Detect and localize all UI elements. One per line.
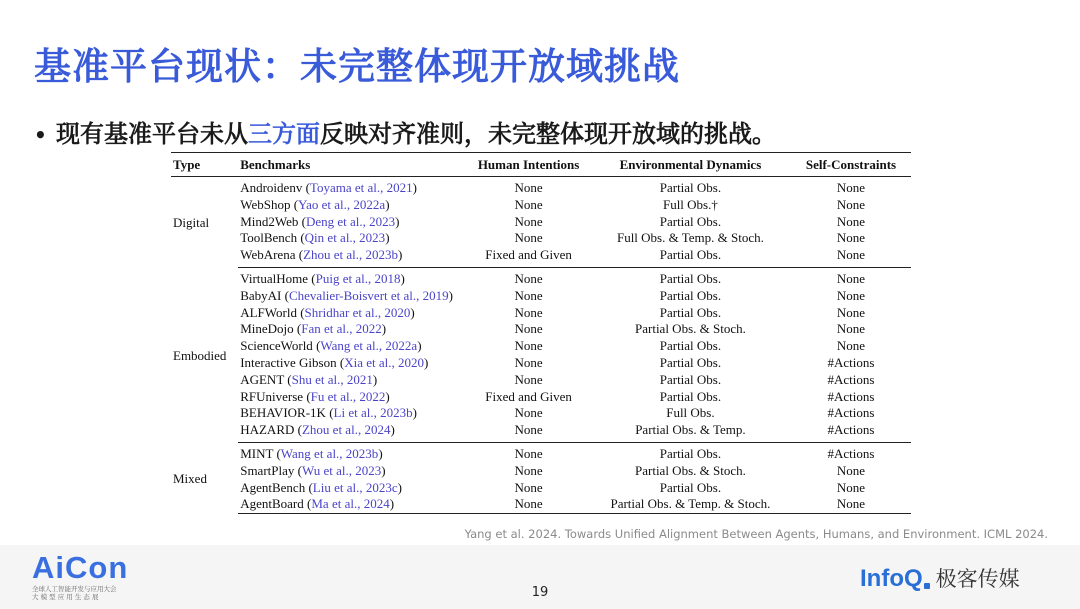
benchmark-cell	[238, 197, 467, 214]
paren-close: )	[395, 213, 400, 229]
benchmark-name: WebShop	[240, 196, 291, 212]
benchmark-cell	[238, 214, 467, 231]
paren-close: )	[385, 196, 390, 212]
self-constraints-cell: #Actions	[827, 445, 875, 461]
benchmark-cell	[238, 177, 467, 197]
environmental-dynamics-cell: Partial Obs.	[590, 247, 791, 267]
benchmark-citation: Li et al., 2023b	[333, 405, 413, 421]
benchmark-name: WebArena	[240, 247, 296, 263]
self-constraints-cell: None	[836, 321, 866, 337]
self-constraints-cell: None	[791, 496, 911, 513]
header-human-intentions: Human Intentions	[467, 153, 590, 177]
bullet-text-post: 反映对齐准则，未完整体现开放域的挑战。	[320, 120, 776, 148]
paren-close: )	[381, 462, 386, 478]
benchmark-cell	[238, 305, 467, 322]
benchmark-name: Mind2Web	[240, 213, 299, 229]
self-constraints-cell: None	[836, 338, 866, 354]
benchmark-cell	[238, 496, 467, 513]
benchmark-cell	[238, 267, 467, 287]
aicon-logo-text: AiCon	[32, 550, 129, 585]
benchmark-citation: Xia et al., 2020	[344, 354, 424, 370]
table-row	[171, 480, 911, 497]
self-constraints-cell: None	[836, 213, 866, 229]
environmental-dynamics-cell: Partial Obs. & Temp.	[590, 422, 791, 442]
human-intentions-cell: None	[514, 180, 543, 195]
benchmark-citation: Fu et al., 2022	[310, 388, 386, 404]
aicon-logo-subtitle-2: 大 模 型 应 用 生 态 展	[32, 593, 99, 601]
table-row	[171, 338, 911, 355]
benchmark-name: ScienceWorld	[240, 338, 313, 354]
environmental-dynamics-cell: Partial Obs.	[659, 445, 722, 461]
benchmark-citation: Liu et al., 2023c	[312, 479, 398, 495]
table-row	[171, 230, 911, 247]
self-constraints-cell: None	[791, 247, 911, 267]
environmental-dynamics-cell: Partial Obs.	[659, 287, 722, 303]
benchmark-cell	[238, 321, 467, 338]
paren-open: (	[294, 422, 302, 438]
benchmark-name: ToolBench	[240, 230, 298, 246]
human-intentions-cell: None	[514, 287, 543, 303]
paren-close: )	[397, 479, 402, 495]
paren-open: (	[297, 230, 305, 246]
benchmark-citation: Wu et al., 2023	[301, 462, 382, 478]
self-constraints-cell: None	[836, 270, 866, 286]
self-constraints-cell: #Actions	[791, 422, 911, 442]
benchmark-cell	[238, 389, 467, 406]
human-intentions-cell: None	[514, 354, 543, 370]
benchmark-cell	[238, 405, 467, 422]
table-row	[171, 496, 911, 513]
type-cell: Embodied	[173, 348, 227, 364]
benchmark-name: Androidenv	[240, 180, 303, 195]
paren-close: )	[390, 422, 395, 438]
self-constraints-cell: None	[836, 462, 866, 478]
paren-close: )	[381, 321, 387, 337]
header-type: Type	[171, 153, 238, 177]
paren-close: )	[400, 270, 405, 286]
human-intentions-cell: None	[514, 321, 543, 337]
human-intentions-cell: None	[467, 422, 590, 442]
environmental-dynamics-cell: Partial Obs.	[659, 270, 722, 286]
benchmark-cell	[238, 422, 467, 442]
benchmark-name: VirtualHome	[240, 270, 309, 286]
header-benchmarks: Benchmarks	[238, 153, 467, 177]
benchmark-citation: Yao et al., 2022a	[298, 196, 386, 212]
table-row	[171, 305, 911, 322]
benchmarks-table	[171, 152, 911, 514]
table-row	[171, 442, 911, 462]
table-row	[171, 267, 911, 287]
table-body	[171, 177, 911, 514]
paren-close: )	[385, 230, 390, 246]
paren-open: (	[312, 338, 321, 354]
type-cell: Digital	[173, 215, 210, 231]
benchmark-name: MineDojo	[240, 321, 294, 337]
table-row	[171, 247, 911, 267]
self-constraints-cell: #Actions	[827, 371, 875, 387]
benchmark-cell	[238, 338, 467, 355]
paren-open: (	[293, 321, 302, 337]
human-intentions-cell: None	[514, 196, 543, 212]
paren-open: (	[336, 354, 345, 370]
paren-close: )	[389, 496, 395, 512]
self-constraints-cell: None	[836, 287, 866, 303]
human-intentions-cell: None	[514, 230, 543, 246]
paren-close: )	[424, 354, 429, 370]
benchmark-name: AgentBoard	[240, 496, 304, 512]
environmental-dynamics-cell: Partial Obs.	[659, 213, 722, 229]
benchmark-citation: Wang et al., 2022a	[320, 338, 418, 354]
footer	[0, 545, 1080, 609]
benchmark-citation: Toyama et al., 2021	[309, 180, 413, 195]
benchmark-cell	[238, 463, 467, 480]
paren-open: (	[303, 388, 311, 404]
table-row	[171, 389, 911, 406]
self-constraints-cell: None	[836, 230, 866, 246]
benchmark-cell	[238, 480, 467, 497]
infoq-logo-text: InfoQ	[860, 565, 923, 592]
citation-text: Yang et al. 2024. Towards Unified Alignment Between Agents, Humans, and Environment. ICML 2024.	[464, 527, 1048, 541]
table-row	[171, 288, 911, 305]
infoq-badge-icon	[924, 583, 930, 589]
environmental-dynamics-cell: Full Obs.†	[662, 196, 718, 212]
environmental-dynamics-cell: Partial Obs.	[659, 304, 722, 320]
human-intentions-cell: None	[514, 371, 543, 387]
type-cell: Mixed	[173, 471, 207, 487]
paren-open: (	[295, 247, 304, 263]
paren-open: (	[281, 287, 289, 303]
human-intentions-cell: None	[514, 304, 543, 320]
benchmark-cell	[238, 247, 467, 267]
environmental-dynamics-cell: Partial Obs. & Stoch.	[635, 321, 746, 337]
benchmark-name: BabyAI	[240, 287, 282, 303]
infoq-logo-cn: 极客传媒	[935, 567, 1020, 591]
table-header-row	[171, 153, 911, 177]
table-row	[171, 355, 911, 372]
self-constraints-cell: #Actions	[827, 388, 875, 404]
table-row	[171, 372, 911, 389]
bullet-dot-icon: •	[34, 123, 47, 147]
benchmark-name: MINT	[240, 445, 274, 461]
paren-close: )	[378, 445, 383, 461]
benchmark-citation: Ma et al., 2024	[311, 496, 390, 512]
environmental-dynamics-cell: Full Obs.	[666, 405, 715, 421]
benchmark-name: ALFWorld	[240, 304, 297, 320]
self-constraints-cell: None	[836, 479, 866, 495]
benchmark-citation: Chevalier-Boisvert et al., 2019	[288, 287, 449, 303]
human-intentions-cell: None	[514, 479, 543, 495]
table-row	[171, 177, 911, 197]
environmental-dynamics-cell: Partial Obs.	[659, 388, 722, 404]
paren-close: )	[410, 304, 415, 320]
page-number: 19	[531, 585, 549, 600]
benchmark-cell	[238, 230, 467, 247]
benchmark-cell	[238, 355, 467, 372]
paren-open: (	[308, 270, 316, 286]
environmental-dynamics-cell: Partial Obs.	[659, 338, 722, 354]
slide-title: 基准平台现状：未完整体现开放域挑战	[34, 45, 680, 88]
benchmark-citation: Zhou et al., 2024	[301, 422, 391, 438]
human-intentions-cell: None	[514, 338, 543, 354]
benchmark-citation: Puig et al., 2018	[315, 270, 401, 286]
paren-open: (	[296, 304, 305, 320]
self-constraints-cell: #Actions	[827, 354, 875, 370]
bullet-point	[34, 114, 776, 149]
infoq-logo	[860, 563, 1020, 593]
paren-open: (	[298, 213, 306, 229]
benchmark-citation: Zhou et al., 2023b	[303, 247, 399, 263]
self-constraints-cell: None	[836, 196, 866, 212]
paren-open: (	[294, 462, 302, 478]
table-row	[171, 214, 911, 231]
environmental-dynamics-cell: Partial Obs. & Temp. & Stoch.	[590, 496, 791, 513]
environmental-dynamics-cell: Partial Obs.	[659, 180, 722, 195]
paren-open: (	[290, 196, 299, 212]
benchmark-name: AGENT	[240, 371, 285, 387]
benchmark-citation: Wang et al., 2023b	[280, 445, 379, 461]
aicon-logo-subtitle: 全球人工智能开发与应用大会	[32, 585, 117, 593]
benchmark-name: SmartPlay	[240, 462, 295, 478]
paren-open: (	[284, 371, 292, 387]
self-constraints-cell: None	[836, 304, 866, 320]
paren-close: )	[448, 287, 453, 303]
benchmark-cell	[238, 288, 467, 305]
table-row	[171, 321, 911, 338]
self-constraints-cell: #Actions	[827, 405, 875, 421]
human-intentions-cell: Fixed and Given	[485, 388, 572, 404]
environmental-dynamics-cell: Partial Obs.	[659, 479, 722, 495]
paren-open: (	[302, 180, 310, 195]
paren-open: (	[325, 405, 334, 421]
benchmark-name: HAZARD	[240, 422, 295, 438]
paren-open: (	[273, 445, 281, 461]
header-self-constraints: Self-Constraints	[791, 153, 911, 177]
benchmark-citation: Fan et al., 2022	[301, 321, 382, 337]
header-environmental-dynamics: Environmental Dynamics	[590, 153, 791, 177]
benchmark-name: AgentBench	[240, 479, 306, 495]
benchmark-name: RFUniverse	[240, 388, 304, 404]
benchmark-name: Interactive Gibson	[240, 354, 337, 370]
benchmark-citation: Qin et al., 2023	[304, 230, 386, 246]
bullet-text-highlight: 三方面	[248, 120, 320, 148]
environmental-dynamics-cell: Partial Obs.	[659, 371, 722, 387]
human-intentions-cell: None	[514, 213, 543, 229]
table-row	[171, 197, 911, 214]
benchmark-citation: Deng et al., 2023	[305, 213, 396, 229]
table-row	[171, 463, 911, 480]
environmental-dynamics-cell: Partial Obs.	[659, 354, 722, 370]
benchmark-citation: Shridhar et al., 2020	[304, 304, 411, 320]
human-intentions-cell: Fixed and Given	[467, 247, 590, 267]
paren-open: (	[305, 479, 313, 495]
benchmark-cell	[238, 372, 467, 389]
human-intentions-cell: None	[514, 462, 543, 478]
environmental-dynamics-cell: Full Obs. & Temp. & Stoch.	[616, 230, 764, 246]
human-intentions-cell: None	[514, 270, 543, 286]
human-intentions-cell: None	[467, 496, 590, 513]
human-intentions-cell: None	[514, 405, 543, 421]
paren-close: )	[417, 338, 422, 354]
paren-close: )	[385, 388, 390, 404]
bullet-text-pre: 现有基准平台未从	[56, 120, 248, 148]
paren-close: )	[398, 247, 403, 263]
human-intentions-cell: None	[514, 445, 543, 461]
paren-close: )	[412, 180, 417, 195]
paren-close: )	[372, 371, 378, 387]
table-row	[171, 422, 911, 442]
benchmark-name: BEHAVIOR-1K	[240, 405, 326, 421]
paren-open: (	[303, 496, 312, 512]
table-row	[171, 405, 911, 422]
benchmark-cell	[238, 442, 467, 462]
paren-close: )	[412, 405, 417, 421]
benchmark-citation: Shu et al., 2021	[291, 371, 373, 387]
self-constraints-cell: None	[836, 180, 866, 195]
environmental-dynamics-cell: Partial Obs. & Stoch.	[635, 462, 746, 478]
